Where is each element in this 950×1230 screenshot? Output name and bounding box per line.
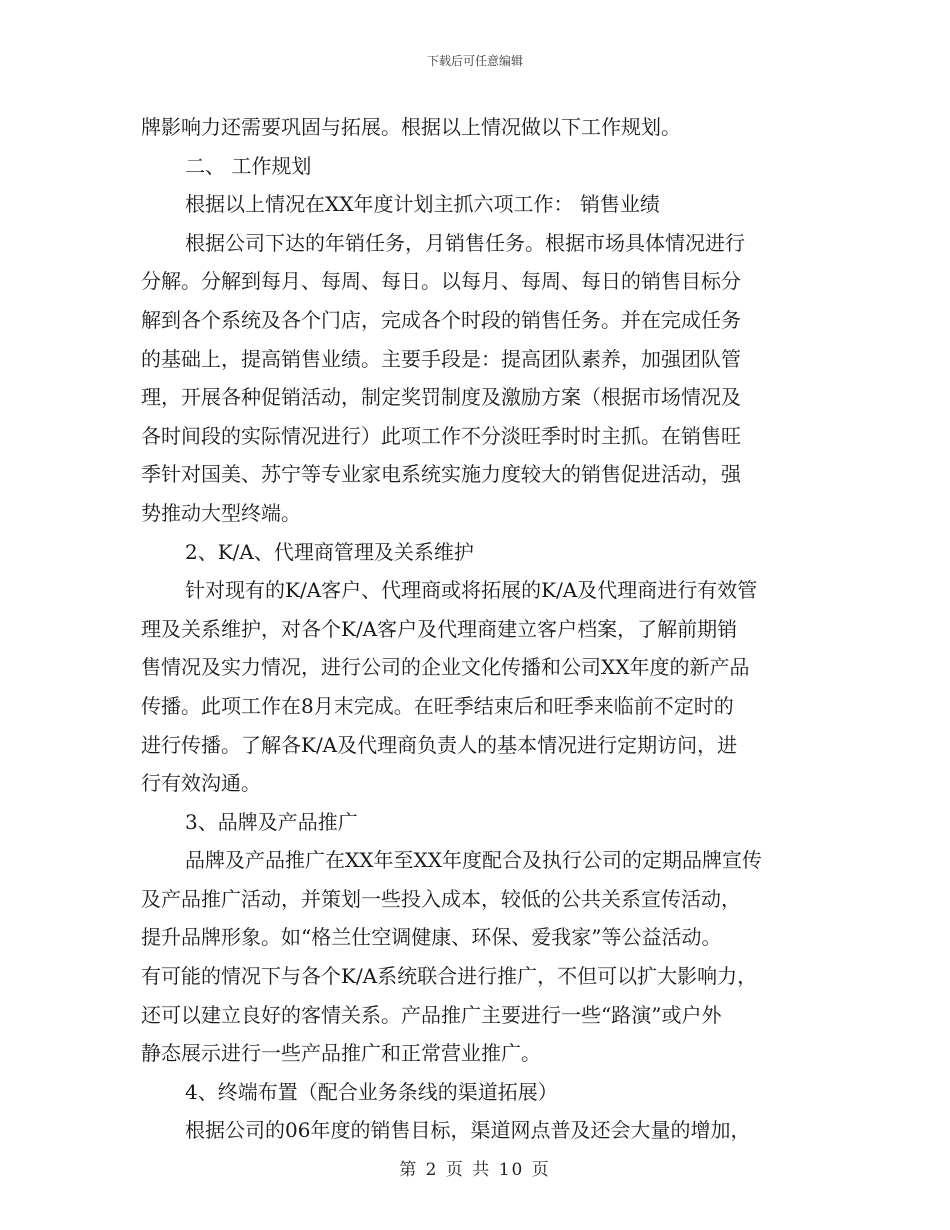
page-header: 下载后可任意编辑 <box>426 54 523 68</box>
text-line: 根据公司下达的年销任务，月销售任务。根据市场具体情况进行 <box>185 230 745 255</box>
text-line: 售情况及实力情况，进行公司的企业文化传播和公司XX年度的新产品 <box>141 655 750 680</box>
text-line: 季针对国美、苏宁等专业家电系统实施力度较大的销售促进活动，强 <box>141 462 741 487</box>
text-line: 品牌及产品推广在XX年至XX年度配合及执行公司的定期品牌宣传 <box>185 848 762 873</box>
page-footer: 第 2 页 共 10 页 <box>399 1160 551 1180</box>
text-line: 牌影响力还需要巩固与拓展。根据以上情况做以下工作规划。 <box>141 115 681 139</box>
text-line: 二、 工作规划 <box>185 153 312 178</box>
text-line: 各时间段的实际情况进行）此项工作不分淡旺季时时主抓。在销售旺 <box>141 423 741 448</box>
text-line: 还可以建立良好的客情关系。产品推广主要进行一些“路演”或户外 <box>141 1002 722 1027</box>
text-line: 进行传播。了解各K/A及代理商负责人的基本情况进行定期访问，进 <box>141 732 738 757</box>
text-line: 根据以上情况在XX年度计划主抓六项工作： 销售业绩 <box>185 192 660 217</box>
text-line: 传播。此项工作在8月末完成。在旺季结束后和旺季来临前不定时的 <box>141 693 734 718</box>
document-body <box>141 108 831 1150</box>
text-line: 有可能的情况下与各个K/A系统联合进行推广，不但可以扩大影响力， <box>141 964 758 989</box>
text-line: 针对现有的K/A客户、代理商或将拓展的K/A及代理商进行有效管 <box>185 578 758 603</box>
text-line: 理及关系维护，对各个K/A客户及代理商建立客户档案，了解前期销 <box>141 616 738 641</box>
text-line: 提升品牌形象。如“格兰仕空调健康、环保、爱我家”等公益活动。 <box>141 925 722 950</box>
text-line: 4、终端布置（配合业务条线的渠道拓展） <box>185 1079 558 1104</box>
text-line: 分解。分解到每月、每周、每日。以每月、每周、每日的销售目标分 <box>141 269 741 294</box>
text-line: 行有效沟通。 <box>141 771 261 796</box>
text-line: 2、K/A、代理商管理及关系维护 <box>185 539 474 564</box>
text-line: 根据公司的06年度的销售目标，渠道网点普及还会大量的增加， <box>185 1118 751 1143</box>
text-line: 理，开展各种促销活动，制定奖罚制度及激励方案（根据市场情况及 <box>141 385 741 410</box>
text-line: 的基础上，提高销售业绩。主要手段是：提高团队素养，加强团队管 <box>141 346 741 371</box>
text-line: 解到各个系统及各个门店，完成各个时段的销售任务。并在完成任务 <box>141 307 741 332</box>
text-line: 势推动大型终端。 <box>141 500 301 525</box>
text-line: 静态展示进行一些产品推广和正常营业推广。 <box>141 1041 541 1066</box>
text-line: 及产品推广活动，并策划一些投入成本，较低的公共关系宣传活动， <box>141 886 741 911</box>
text-line: 3、品牌及产品推广 <box>185 809 358 834</box>
